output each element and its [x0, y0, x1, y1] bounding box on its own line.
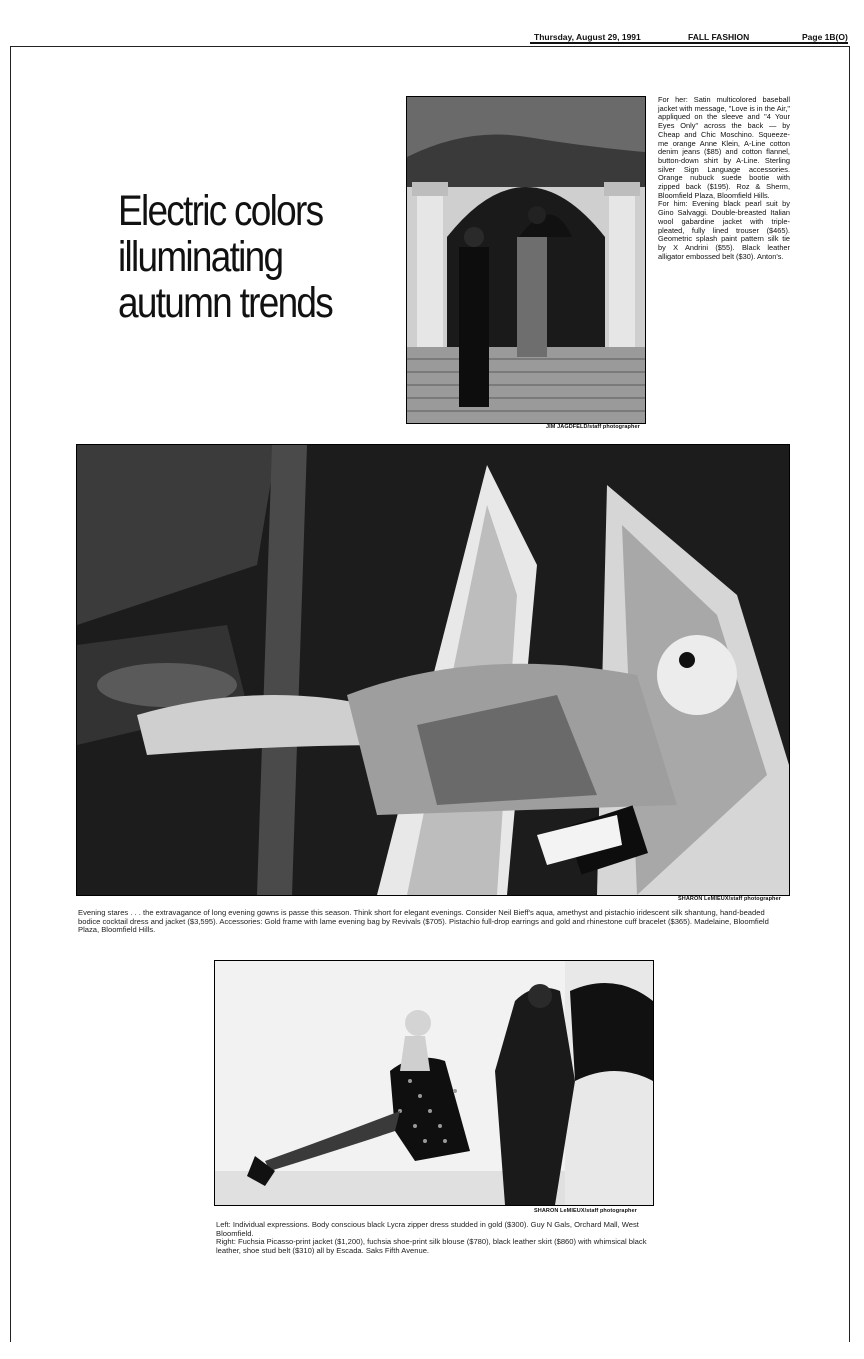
headline-line-2: illuminating [118, 233, 283, 281]
header-section: FALL FASHION [688, 32, 750, 42]
photo3-credit: SHARON LeMIEUX/staff photographer [534, 1208, 637, 1214]
two-women-photo [214, 960, 654, 1206]
photo2-caption [78, 909, 788, 935]
header-date: Thursday, August 29, 1991 [534, 32, 641, 42]
side-caption-her: For her: Satin multicolored baseball jacket with message, "Love is in the Air," appliqued on the sleeve and "4 Your Eyes Only" across the back — by Cheap and Chic Moschino. Squeeze-me orange Anne Klein, A-Line cotton denim jeans ($85) and cotton flannel, button-down shirt by A-Line. Sterling silver Sign Language accessories. Orange nubuck suede bootie with zipped back ($195). Roz & Sherm, Bloomfield Plaza, Bloomfield Hills. [658, 95, 790, 200]
couple-arch-photo [406, 96, 646, 424]
photo1-credit: JIM JAGDFELD/staff photographer [546, 424, 640, 430]
side-caption-him: For him: Evening black pearl suit by Gino Salvaggi. Double-breasted Italian wool gabardine jacket with triple-pleated, fully lined trouser ($465). Geometric splash paint pattern silk tie by X Andrini ($55). Black leather alligator embossed belt ($30). Anton's. [658, 199, 790, 261]
side-caption [658, 96, 790, 261]
photo3-caption [216, 1221, 652, 1255]
photo2-caption-text: Evening stares . . . the extravagance of long evening gowns is passe this season. Think short for elegant evenings. Consider Neil Bieff's aqua, amethyst and pistachio iridescent silk shantung, hand-beaded bodice cocktail dress and jacket ($3,595). Accessories: Gold frame with lame evening bag by Revivals ($705). Pistachio full-drop earrings and gold and rhinestone cuff bracelet ($365). Madelaine, Bloomfield Plaza, Bloomfield Hills. [78, 908, 769, 935]
photo3-caption-right: Right: Fuchsia Picasso-print jacket ($1,200), fuchsia shoe-print silk blouse ($780), black leather skirt ($860) with whimsical black leather, shoe stud belt ($310) all by Escada. Saks Fifth Avenue. [216, 1237, 647, 1255]
photo2-credit: SHARON LeMIEUX/staff photographer [678, 896, 781, 902]
headline [118, 188, 363, 326]
header-rule [530, 42, 848, 44]
headline-line-3: autumn trends [118, 279, 333, 327]
header-page-number: Page 1B(O) [802, 32, 848, 42]
photo3-caption-left: Left: Individual expressions. Body conscious black Lycra zipper dress studded in gold ($300). Guy N Gals, Orchard Mall, West Bloomfield. [216, 1220, 639, 1238]
headline-line-1: Electric colors [118, 187, 323, 235]
evening-gown-photo [76, 444, 790, 896]
